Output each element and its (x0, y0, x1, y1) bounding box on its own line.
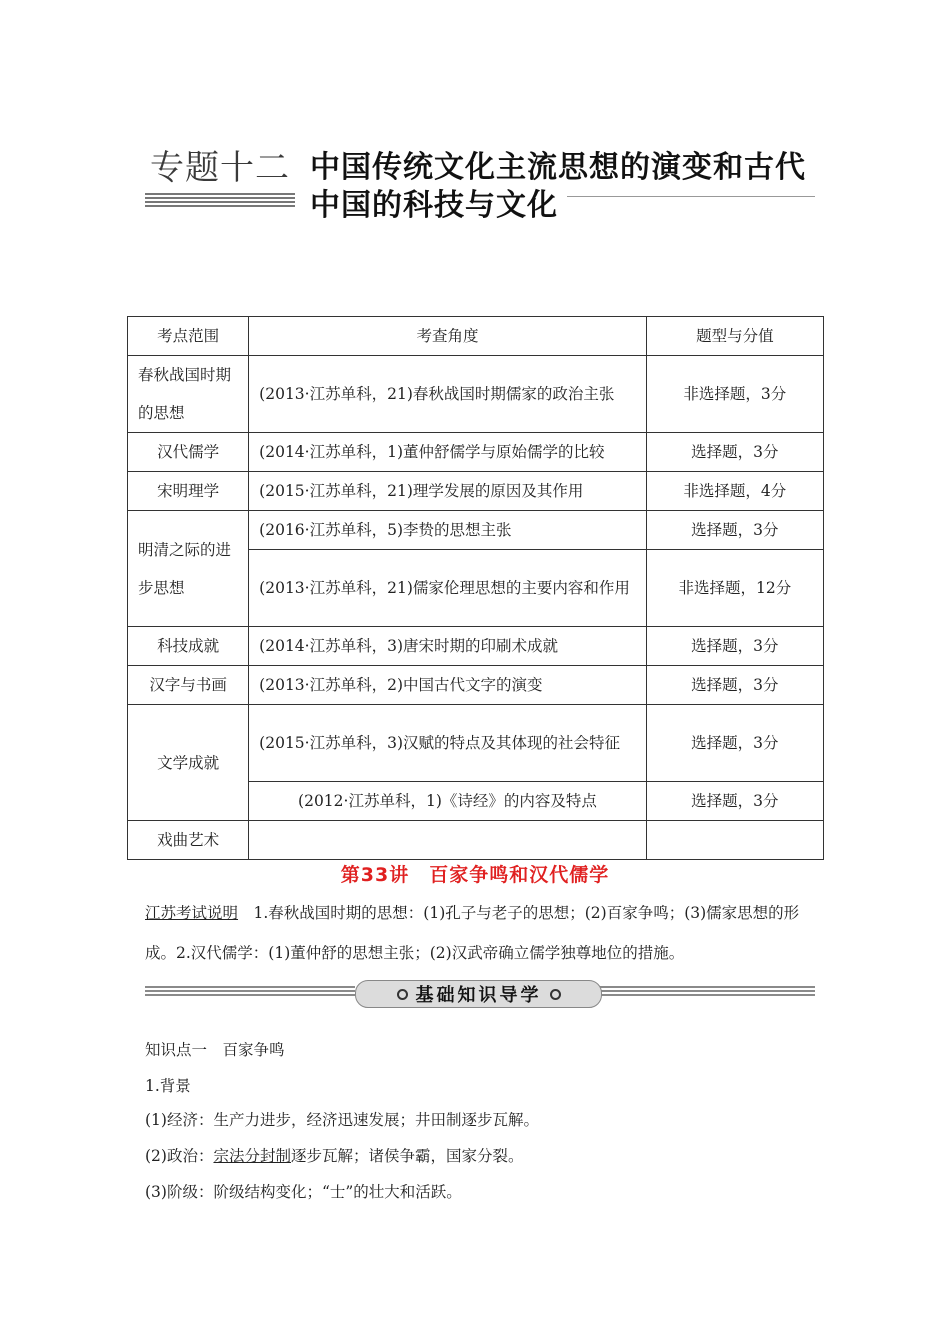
economy-line: (1)经济：生产力进步，经济迅速发展；井田制逐步瓦解。 (145, 1111, 539, 1129)
type-cell: 非选择题，12分 (646, 550, 823, 627)
scope-cell: 宋明理学 (128, 472, 249, 511)
table-row (128, 666, 824, 705)
type-cell: 非选择题，3分 (646, 356, 823, 433)
angle-cell: (2013·江苏单科，21)春秋战国时期儒家的政治主张 (249, 356, 647, 433)
banner-decoration-left (145, 986, 355, 998)
circle-icon (550, 989, 561, 1000)
type-cell: 选择题，3分 (646, 511, 823, 550)
angle-cell: (2014·江苏单科，3)唐宋时期的印刷术成就 (249, 627, 647, 666)
lecture-title: 第33讲 百家争鸣和汉代儒学 (340, 864, 610, 886)
politics-line (145, 1144, 524, 1166)
exam-note-label: 江苏考试说明 (145, 904, 239, 922)
table-row (128, 356, 824, 433)
header-rule (567, 196, 815, 197)
topic-title-line1: 中国传统文化主流思想的演变和古代 (310, 150, 806, 185)
politics-prefix: (2)政治： (145, 1147, 214, 1165)
angle-cell: (2015·江苏单科，3)汉赋的特点及其体现的社会特征 (249, 705, 647, 782)
section-banner-label: 基础知识导学 (415, 985, 542, 1006)
type-cell: 非选择题，4分 (646, 472, 823, 511)
type-cell: 选择题，3分 (646, 627, 823, 666)
header-decoration-bar (145, 193, 295, 207)
header-cell-scope: 考点范围 (128, 317, 249, 356)
politics-suffix: 逐步瓦解；诸侯争霸，国家分裂。 (290, 1147, 524, 1165)
angle-cell: (2013·江苏单科，2)中国古代文字的演变 (249, 666, 647, 705)
class-line: (3)阶级：阶级结构变化；“士”的壮大和活跃。 (145, 1183, 462, 1201)
angle-cell: (2016·江苏单科，5)李贽的思想主张 (249, 511, 647, 550)
scope-cell: 文学成就 (128, 705, 249, 821)
exam-note (145, 893, 815, 973)
table-row (128, 627, 824, 666)
circle-icon (397, 989, 408, 1000)
scope-cell: 戏曲艺术 (128, 821, 249, 860)
type-cell: 选择题，3分 (646, 705, 823, 782)
politics-underlined: 宗法分封制 (213, 1147, 291, 1165)
section-banner (355, 980, 602, 1008)
topic-number: 专题十二 (150, 148, 290, 188)
header-cell-angle: 考查角度 (249, 317, 647, 356)
scope-cell: 汉代儒学 (128, 433, 249, 472)
table-row (128, 472, 824, 511)
angle-cell: (2012·江苏单科，1)《诗经》的内容及特点 (249, 782, 647, 821)
scope-cell: 科技成就 (128, 627, 249, 666)
exam-note-text: 1.春秋战国时期的思想：(1)孔子与老子的思想；(2)百家争鸣；(3)儒家思想的形成。2.汉代儒学：(1)董仲舒的思想主张；(2)汉武帝确立儒学独尊地位的措施。 (145, 904, 800, 962)
type-cell: 选择题，3分 (646, 666, 823, 705)
background-heading: 1.背景 (145, 1077, 191, 1095)
type-cell (646, 821, 823, 860)
banner-decoration-right (600, 986, 815, 998)
angle-cell (249, 821, 647, 860)
scope-cell: 春秋战国时期的思想 (128, 356, 249, 433)
table-header-row (128, 317, 824, 356)
scope-cell: 明清之际的进步思想 (128, 511, 249, 627)
table-row (128, 705, 824, 782)
angle-cell: (2014·江苏单科，1)董仲舒儒学与原始儒学的比较 (249, 433, 647, 472)
topic-title-line2: 中国的科技与文化 (310, 188, 558, 223)
table-row (128, 511, 824, 550)
scope-cell: 汉字与书画 (128, 666, 249, 705)
angle-cell: (2013·江苏单科，21)儒家伦理思想的主要内容和作用 (249, 550, 647, 627)
header-cell-type: 题型与分值 (646, 317, 823, 356)
exam-points-table (127, 316, 824, 860)
knowledge-point-heading: 知识点一 百家争鸣 (145, 1041, 285, 1059)
type-cell: 选择题，3分 (646, 433, 823, 472)
type-cell: 选择题，3分 (646, 782, 823, 821)
table-row (128, 821, 824, 860)
angle-cell: (2015·江苏单科，21)理学发展的原因及其作用 (249, 472, 647, 511)
table-row (128, 433, 824, 472)
